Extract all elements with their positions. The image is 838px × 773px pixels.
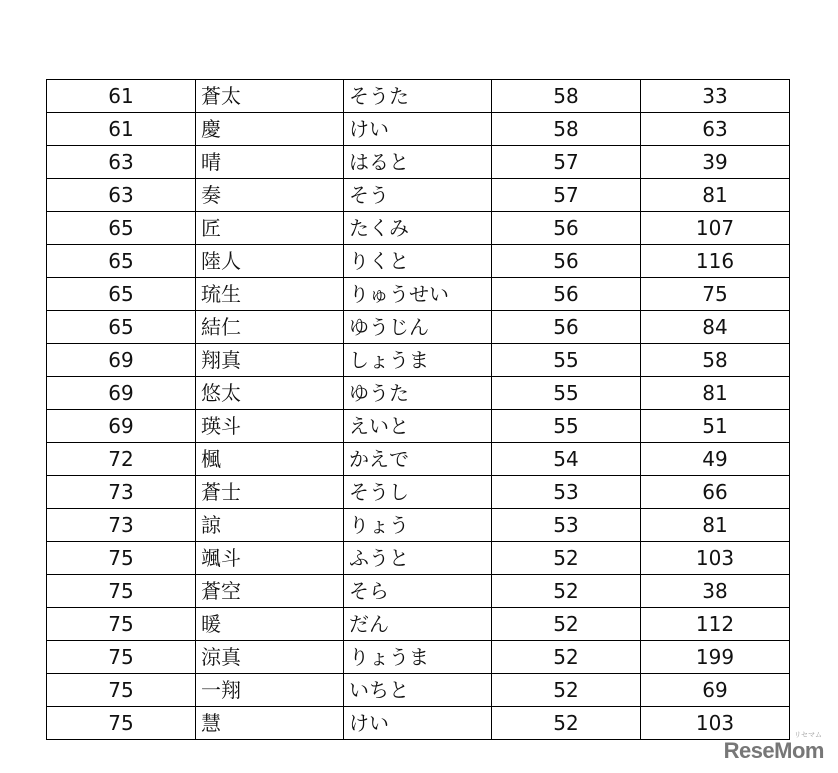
- rank-cell: 63: [47, 179, 196, 212]
- table-row: [47, 245, 790, 278]
- count-cell: 57: [492, 146, 641, 179]
- reading-cell: えいと: [344, 410, 492, 443]
- reading-cell: そうた: [344, 80, 492, 113]
- name-cell: 結仁: [196, 311, 344, 344]
- value-cell: 49: [641, 443, 790, 476]
- reading-cell: かえで: [344, 443, 492, 476]
- count-cell: 56: [492, 212, 641, 245]
- value-cell: 38: [641, 575, 790, 608]
- value-cell: 116: [641, 245, 790, 278]
- value-cell: 81: [641, 179, 790, 212]
- value-cell: 103: [641, 542, 790, 575]
- reading-cell: はると: [344, 146, 492, 179]
- value-cell: 84: [641, 311, 790, 344]
- value-cell: 103: [641, 707, 790, 740]
- value-cell: 112: [641, 608, 790, 641]
- rank-cell: 75: [47, 542, 196, 575]
- count-cell: 58: [492, 113, 641, 146]
- value-cell: 69: [641, 674, 790, 707]
- table-row: [47, 509, 790, 542]
- reading-cell: しょうま: [344, 344, 492, 377]
- reading-cell: りくと: [344, 245, 492, 278]
- count-cell: 55: [492, 344, 641, 377]
- table-row: [47, 707, 790, 740]
- table-row: [47, 311, 790, 344]
- name-ranking-table: [46, 79, 790, 740]
- reading-cell: たくみ: [344, 212, 492, 245]
- value-cell: 63: [641, 113, 790, 146]
- value-cell: 81: [641, 377, 790, 410]
- count-cell: 56: [492, 311, 641, 344]
- table-body: [47, 80, 790, 740]
- rank-cell: 65: [47, 311, 196, 344]
- reading-cell: いちと: [344, 674, 492, 707]
- name-cell: 瑛斗: [196, 410, 344, 443]
- name-cell: 慧: [196, 707, 344, 740]
- name-cell: 楓: [196, 443, 344, 476]
- rank-cell: 75: [47, 707, 196, 740]
- logo-subtext: リセマム: [794, 732, 822, 739]
- reading-cell: だん: [344, 608, 492, 641]
- reading-cell: りょう: [344, 509, 492, 542]
- rank-cell: 69: [47, 344, 196, 377]
- rank-cell: 65: [47, 212, 196, 245]
- rank-cell: 73: [47, 509, 196, 542]
- name-cell: 一翔: [196, 674, 344, 707]
- value-cell: 81: [641, 509, 790, 542]
- count-cell: 52: [492, 575, 641, 608]
- count-cell: 57: [492, 179, 641, 212]
- table-row: [47, 179, 790, 212]
- rank-cell: 73: [47, 476, 196, 509]
- table-row: [47, 344, 790, 377]
- reading-cell: そうし: [344, 476, 492, 509]
- name-cell: 悠太: [196, 377, 344, 410]
- count-cell: 52: [492, 542, 641, 575]
- table-row: [47, 113, 790, 146]
- name-cell: 颯斗: [196, 542, 344, 575]
- value-cell: 66: [641, 476, 790, 509]
- reading-cell: そう: [344, 179, 492, 212]
- name-cell: 匠: [196, 212, 344, 245]
- count-cell: 52: [492, 707, 641, 740]
- reading-cell: りょうま: [344, 641, 492, 674]
- count-cell: 55: [492, 410, 641, 443]
- value-cell: 39: [641, 146, 790, 179]
- rank-cell: 61: [47, 113, 196, 146]
- reading-cell: ふうと: [344, 542, 492, 575]
- rank-cell: 63: [47, 146, 196, 179]
- rank-cell: 65: [47, 278, 196, 311]
- name-cell: 陸人: [196, 245, 344, 278]
- count-cell: 58: [492, 80, 641, 113]
- count-cell: 52: [492, 641, 641, 674]
- reading-cell: ゆうじん: [344, 311, 492, 344]
- name-cell: 奏: [196, 179, 344, 212]
- reading-cell: りゅうせい: [344, 278, 492, 311]
- rank-cell: 61: [47, 80, 196, 113]
- count-cell: 54: [492, 443, 641, 476]
- reading-cell: そら: [344, 575, 492, 608]
- rank-cell: 75: [47, 575, 196, 608]
- table-row: [47, 212, 790, 245]
- rank-cell: 65: [47, 245, 196, 278]
- table-row: [47, 410, 790, 443]
- table-row: [47, 377, 790, 410]
- rank-cell: 75: [47, 674, 196, 707]
- value-cell: 75: [641, 278, 790, 311]
- logo-text: ReseMom: [723, 738, 824, 763]
- count-cell: 52: [492, 608, 641, 641]
- value-cell: 33: [641, 80, 790, 113]
- rank-cell: 72: [47, 443, 196, 476]
- table-row: [47, 641, 790, 674]
- count-cell: 56: [492, 245, 641, 278]
- name-cell: 翔真: [196, 344, 344, 377]
- name-cell: 蒼空: [196, 575, 344, 608]
- name-cell: 琉生: [196, 278, 344, 311]
- count-cell: 53: [492, 476, 641, 509]
- name-cell: 涼真: [196, 641, 344, 674]
- table-row: [47, 278, 790, 311]
- rank-cell: 69: [47, 410, 196, 443]
- name-cell: 諒: [196, 509, 344, 542]
- count-cell: 56: [492, 278, 641, 311]
- value-cell: 51: [641, 410, 790, 443]
- table-row: [47, 146, 790, 179]
- value-cell: 107: [641, 212, 790, 245]
- count-cell: 55: [492, 377, 641, 410]
- name-cell: 暖: [196, 608, 344, 641]
- table-row: [47, 80, 790, 113]
- count-cell: 53: [492, 509, 641, 542]
- table-row: [47, 443, 790, 476]
- name-cell: 蒼太: [196, 80, 344, 113]
- reading-cell: けい: [344, 113, 492, 146]
- value-cell: 199: [641, 641, 790, 674]
- count-cell: 52: [492, 674, 641, 707]
- rank-cell: 75: [47, 641, 196, 674]
- name-cell: 慶: [196, 113, 344, 146]
- value-cell: 58: [641, 344, 790, 377]
- table-row: [47, 542, 790, 575]
- rank-cell: 69: [47, 377, 196, 410]
- reading-cell: けい: [344, 707, 492, 740]
- table-row: [47, 608, 790, 641]
- name-cell: 蒼士: [196, 476, 344, 509]
- rank-cell: 75: [47, 608, 196, 641]
- name-cell: 晴: [196, 146, 344, 179]
- resemom-logo: [723, 732, 824, 764]
- table-row: [47, 476, 790, 509]
- table-row: [47, 575, 790, 608]
- table-row: [47, 674, 790, 707]
- reading-cell: ゆうた: [344, 377, 492, 410]
